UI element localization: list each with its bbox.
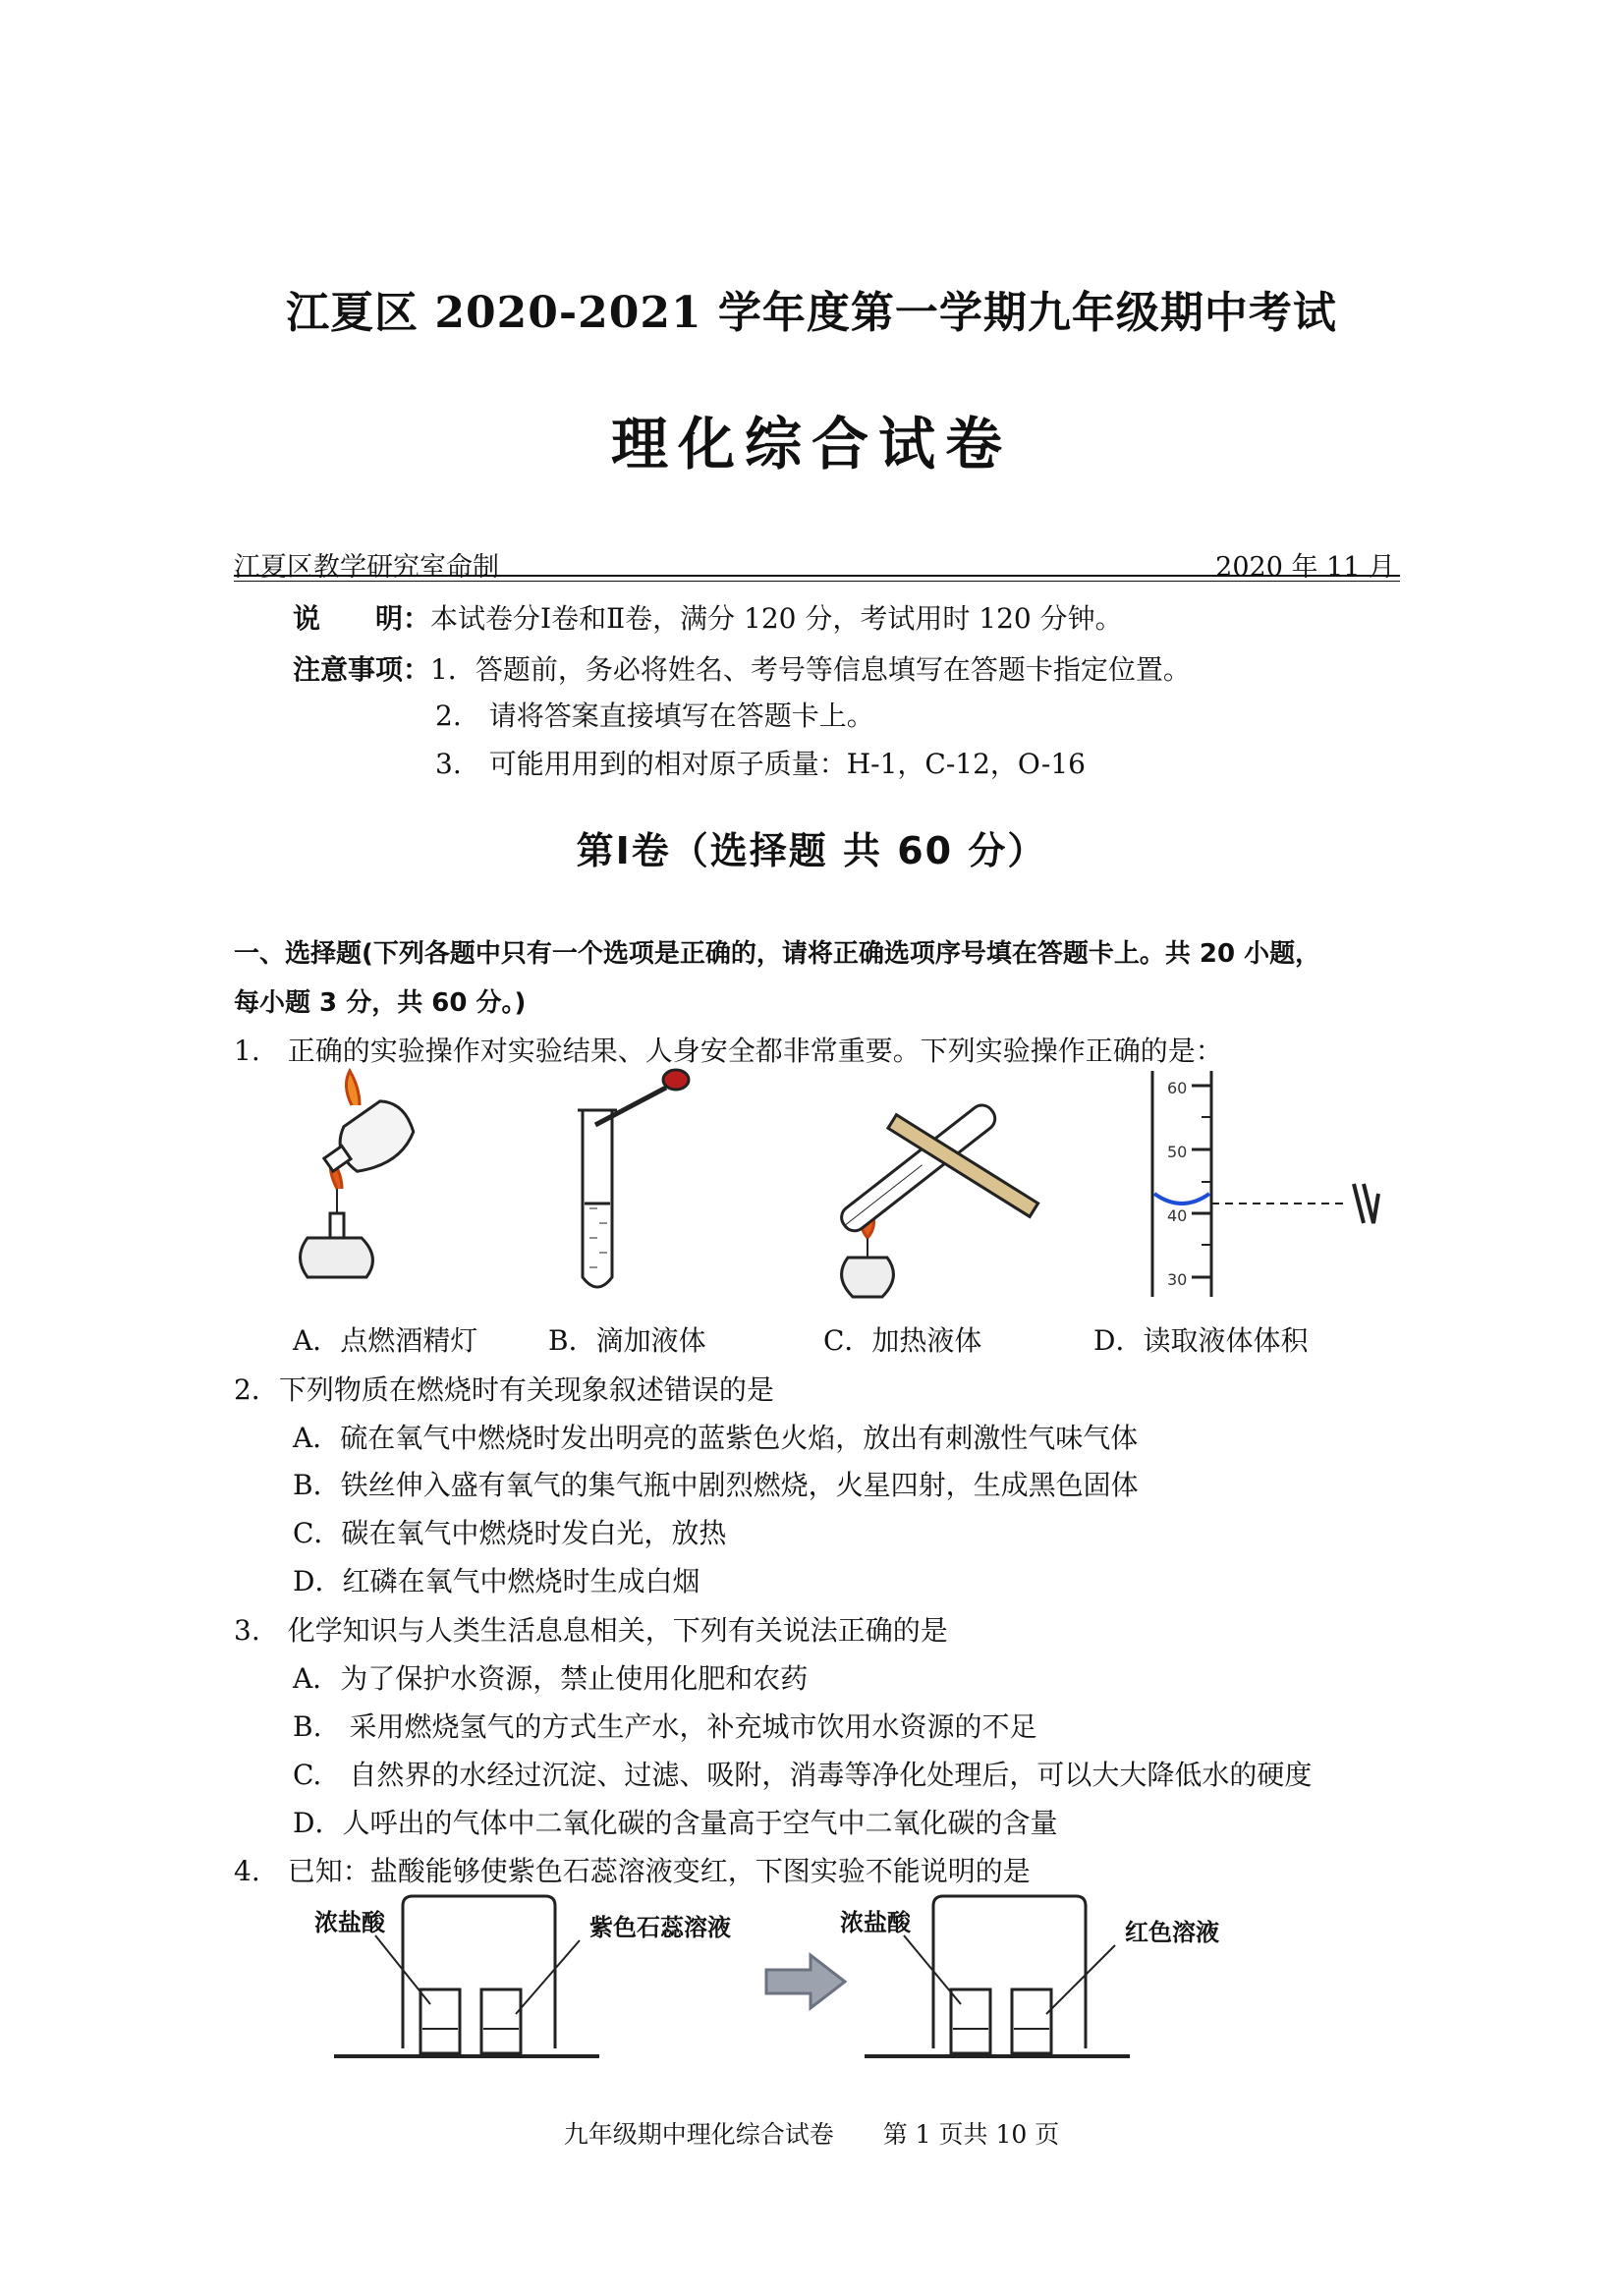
figure-b-dropping-liquid (578, 1070, 689, 1287)
question-2-option-a: A．硫在氧气中燃烧时发出明亮的蓝紫色火焰，放出有刺激性气味气体 (293, 1422, 1139, 1454)
question-2-option-d: D．红磷在氧气中燃烧时生成白烟 (293, 1565, 700, 1597)
question-1-figures (234, 1066, 1403, 1312)
question-2-stem: 2．下列物质在燃烧时有关现象叙述错误的是 (234, 1373, 774, 1406)
question-1-option-b: B．滴加液体 (548, 1324, 706, 1357)
question-1-option-c: C．加热液体 (823, 1324, 982, 1357)
part1-instructions-cont: 每小题 3 分，共 60 分。) (234, 988, 527, 1018)
description-label: 说 明： (293, 602, 431, 635)
attention-item: 2. 请将答案直接填写在答题卡上。 (435, 700, 874, 732)
attention-item: 3. 可能用用到的相对原子质量：H-1，C-12，O-16 (435, 748, 1086, 780)
question-1-stem: 1. 正确的实验操作对实验结果、人身安全都非常重要。下列实验操作正确的是： (234, 1035, 1223, 1067)
header-rule-thin (234, 581, 1400, 582)
attention-label: 注意事项： (293, 653, 431, 686)
question-2-option-c: C．碳在氧气中燃烧时发白光，放热 (293, 1517, 727, 1549)
publisher: 江夏区教学研究室命制 (234, 552, 499, 583)
cylinder-tick: 40 (1167, 1206, 1188, 1225)
label-right-red: 红色溶液 (1125, 1919, 1219, 1946)
question-2-option-b: B．铁丝伸入盛有氧气的集气瓶中剧烈燃烧，火星四射，生成黑色固体 (293, 1469, 1139, 1501)
page-footer: 九年级期中理化综合试卷 第 1 页共 10 页 (563, 2120, 1060, 2149)
description (293, 597, 1123, 637)
figure-c-heating-liquid (837, 1100, 1038, 1297)
section-title: 第Ⅰ卷（选择题 共 60 分） (576, 829, 1047, 872)
label-left-litmus: 紫色石蕊溶液 (589, 1914, 731, 1941)
cylinder-tick: 60 (1167, 1079, 1188, 1097)
exam-date: 2020 年 11 月 (1215, 552, 1395, 583)
question-4-stem: 4. 已知：盐酸能够使紫色石蕊溶液变红，下图实验不能说明的是 (234, 1855, 1031, 1887)
question-3-option-c: C. 自然界的水经过沉淀、过滤、吸附，消毒等净化处理后，可以大大降低水的硬度 (293, 1759, 1313, 1791)
attention (293, 648, 1191, 688)
figure-a-lighting-lamp (301, 1071, 422, 1277)
figure-d-reading-volume (1152, 1071, 1378, 1297)
question-3-option-b: B. 采用燃烧氢气的方式生产水，补充城市饮用水资源的不足 (293, 1710, 1037, 1743)
cylinder-tick: 30 (1167, 1270, 1188, 1289)
question-3-option-d: D．人呼出的气体中二氧化碳的含量高于空气中二氧化碳的含量 (293, 1807, 1058, 1839)
attention-item: 1．答题前，务必将姓名、考号等信息填写在答题卡指定位置。 (430, 653, 1191, 686)
part1-instructions: 一、选择题(下列各题中只有一个选项是正确的，请将正确选项序号填在答题卡上。共 20 小题， (234, 939, 1321, 969)
question-1-option-a: A．点燃酒精灯 (293, 1324, 478, 1357)
exam-subtitle: 理化综合试卷 (610, 411, 1012, 477)
label-left-acid: 浓盐酸 (314, 1909, 385, 1936)
label-right-acid: 浓盐酸 (840, 1909, 911, 1936)
header-rule (234, 575, 1400, 577)
question-3-stem: 3. 化学知识与人类生活息息相关，下列有关说法正确的是 (234, 1614, 948, 1647)
question-4-figure (314, 1891, 1248, 2068)
question-1-option-d: D．读取液体体积 (1093, 1324, 1309, 1357)
cylinder-tick: 50 (1167, 1143, 1188, 1161)
question-3-option-a: A．为了保护水资源，禁止使用化肥和农药 (293, 1662, 809, 1695)
description-text: 本试卷分Ⅰ卷和Ⅱ卷，满分 120 分，考试用时 120 分钟。 (430, 602, 1123, 635)
exam-title: 江夏区 2020-2021 学年度第一学期九年级期中考试 (286, 288, 1337, 338)
